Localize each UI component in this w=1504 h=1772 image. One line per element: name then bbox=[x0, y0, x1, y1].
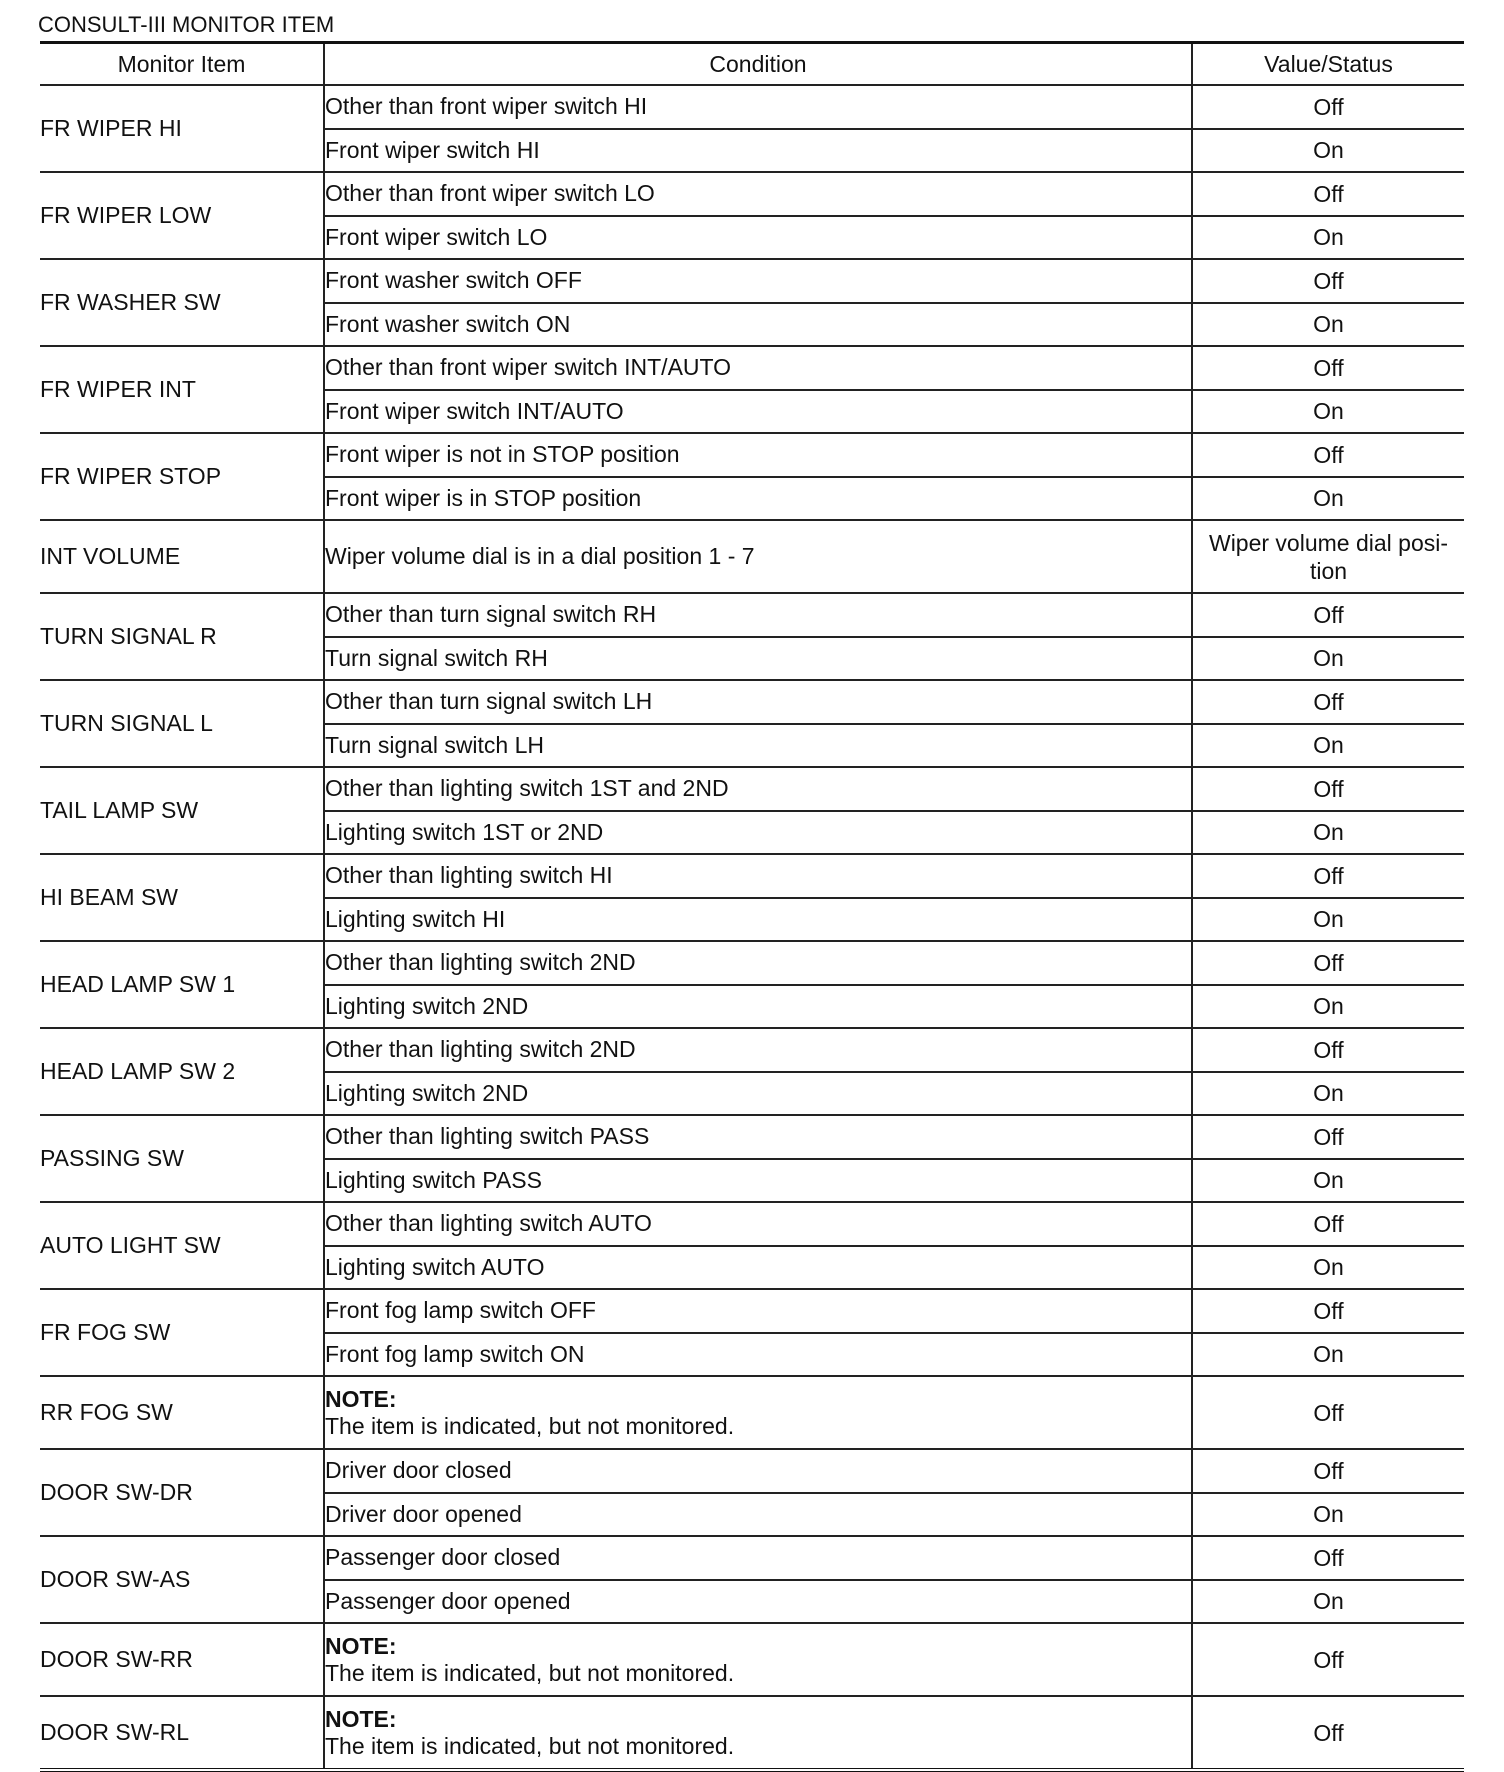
header-value-status: Value/Status bbox=[1192, 43, 1464, 86]
value-status-cell bbox=[1192, 593, 1464, 637]
value-status-text: On bbox=[1313, 224, 1344, 251]
value-status-cell bbox=[1192, 637, 1464, 681]
value-status-text: On bbox=[1313, 906, 1344, 933]
value-status-text: Off bbox=[1313, 180, 1344, 207]
monitor-item-cell: FR WIPER LOW bbox=[40, 172, 324, 259]
value-status-cell bbox=[1192, 1072, 1464, 1116]
value-status-text: On bbox=[1313, 1501, 1344, 1528]
condition-cell: Other than front wiper switch HI bbox=[324, 85, 1192, 129]
monitor-item-cell: RR FOG SW bbox=[40, 1376, 324, 1449]
value-status-text: Off bbox=[1313, 441, 1344, 468]
value-status-cell bbox=[1192, 724, 1464, 768]
monitor-item-cell: PASSING SW bbox=[40, 1115, 324, 1202]
table-row bbox=[40, 346, 1464, 390]
condition-cell: Front washer switch ON bbox=[324, 303, 1192, 347]
monitor-item-cell: INT VOLUME bbox=[40, 520, 324, 593]
value-status-cell bbox=[1192, 1246, 1464, 1290]
table-row bbox=[40, 1376, 1464, 1449]
value-status-cell bbox=[1192, 477, 1464, 521]
header-condition: Condition bbox=[324, 43, 1192, 86]
value-status-cell bbox=[1192, 1202, 1464, 1246]
monitor-item-cell: DOOR SW-RR bbox=[40, 1623, 324, 1696]
value-status-text: Off bbox=[1313, 1399, 1344, 1426]
condition-cell: Other than lighting switch 2ND bbox=[324, 1028, 1192, 1072]
table-row bbox=[40, 1696, 1464, 1770]
value-status-text: On bbox=[1313, 1167, 1344, 1194]
note-label: NOTE: bbox=[325, 1385, 397, 1412]
value-status-cell bbox=[1192, 1580, 1464, 1624]
value-status-cell bbox=[1192, 1289, 1464, 1333]
note-text: The item is indicated, but not monitored. bbox=[325, 1659, 735, 1686]
condition-cell: Lighting switch PASS bbox=[324, 1159, 1192, 1203]
condition-cell: Front wiper switch HI bbox=[324, 129, 1192, 173]
value-status-cell bbox=[1192, 433, 1464, 477]
value-status-cell bbox=[1192, 811, 1464, 855]
condition-cell: Other than front wiper switch LO bbox=[324, 172, 1192, 216]
value-status-cell bbox=[1192, 346, 1464, 390]
value-status-cell bbox=[1192, 941, 1464, 985]
condition-cell: Other than front wiper switch INT/AUTO bbox=[324, 346, 1192, 390]
condition-cell: Front fog lamp switch ON bbox=[324, 1333, 1192, 1377]
value-status-text: Off bbox=[1313, 1036, 1344, 1063]
value-status-cell bbox=[1192, 259, 1464, 303]
note-text: The item is indicated, but not monitored. bbox=[325, 1732, 735, 1759]
value-status-text: On bbox=[1313, 819, 1344, 846]
value-status-text: Off bbox=[1313, 688, 1344, 715]
monitor-item-cell: AUTO LIGHT SW bbox=[40, 1202, 324, 1289]
condition-cell: Front wiper is not in STOP position bbox=[324, 433, 1192, 477]
value-status-cell bbox=[1192, 390, 1464, 434]
table-row bbox=[40, 1623, 1464, 1696]
condition-cell bbox=[324, 1623, 1192, 1696]
condition-cell: Passenger door closed bbox=[324, 1536, 1192, 1580]
value-status-cell bbox=[1192, 680, 1464, 724]
condition-cell: Front wiper switch LO bbox=[324, 216, 1192, 260]
value-status-text: Off bbox=[1313, 1210, 1344, 1237]
monitor-item-table bbox=[40, 41, 1464, 1772]
table-row bbox=[40, 593, 1464, 637]
condition-cell: Lighting switch 2ND bbox=[324, 1072, 1192, 1116]
value-status-text: Off bbox=[1313, 949, 1344, 976]
table-caption: CONSULT-III MONITOR ITEM bbox=[38, 12, 335, 37]
condition-cell: Passenger door opened bbox=[324, 1580, 1192, 1624]
value-status-cell bbox=[1192, 216, 1464, 260]
table-body bbox=[40, 85, 1464, 1770]
table-row bbox=[40, 767, 1464, 811]
condition-cell: Front washer switch OFF bbox=[324, 259, 1192, 303]
condition-cell: Other than lighting switch 1ST and 2ND bbox=[324, 767, 1192, 811]
value-status-text: On bbox=[1313, 398, 1344, 425]
condition-cell: Driver door opened bbox=[324, 1493, 1192, 1537]
value-status-text: Off bbox=[1313, 1123, 1344, 1150]
table-row bbox=[40, 433, 1464, 477]
value-status-text: Off bbox=[1313, 1544, 1344, 1571]
condition-cell: Lighting switch 2ND bbox=[324, 985, 1192, 1029]
table-row bbox=[40, 85, 1464, 129]
value-status-cell bbox=[1192, 1376, 1464, 1449]
value-status-text: Off bbox=[1313, 1646, 1344, 1673]
condition-cell: Other than turn signal switch RH bbox=[324, 593, 1192, 637]
table-row bbox=[40, 1449, 1464, 1493]
monitor-item-cell: DOOR SW-AS bbox=[40, 1536, 324, 1623]
condition-cell: Other than lighting switch 2ND bbox=[324, 941, 1192, 985]
monitor-item-cell: DOOR SW-RL bbox=[40, 1696, 324, 1770]
monitor-item-cell: TAIL LAMP SW bbox=[40, 767, 324, 854]
value-status-cell bbox=[1192, 985, 1464, 1029]
value-status-text: Off bbox=[1313, 601, 1344, 628]
monitor-item-cell: TURN SIGNAL R bbox=[40, 593, 324, 680]
condition-cell: Turn signal switch RH bbox=[324, 637, 1192, 681]
value-status-cell bbox=[1192, 854, 1464, 898]
table-header-row bbox=[40, 43, 1464, 86]
value-status-cell bbox=[1192, 1115, 1464, 1159]
value-status-text: On bbox=[1313, 311, 1344, 338]
value-status-cell bbox=[1192, 85, 1464, 129]
monitor-item-cell: FR FOG SW bbox=[40, 1289, 324, 1376]
condition-cell: Other than lighting switch HI bbox=[324, 854, 1192, 898]
value-status-cell bbox=[1192, 1493, 1464, 1537]
table-row bbox=[40, 259, 1464, 303]
table-row bbox=[40, 172, 1464, 216]
monitor-item-cell: HEAD LAMP SW 1 bbox=[40, 941, 324, 1028]
value-status-cell bbox=[1192, 303, 1464, 347]
condition-cell: Other than lighting switch PASS bbox=[324, 1115, 1192, 1159]
condition-cell: Front wiper is in STOP position bbox=[324, 477, 1192, 521]
value-status-text: Off bbox=[1313, 93, 1344, 120]
table-row bbox=[40, 680, 1464, 724]
value-status-cell bbox=[1192, 1449, 1464, 1493]
value-status-text: On bbox=[1313, 137, 1344, 164]
monitor-item-cell: HEAD LAMP SW 2 bbox=[40, 1028, 324, 1115]
value-status-text: Off bbox=[1313, 1297, 1344, 1324]
value-status-cell bbox=[1192, 898, 1464, 942]
condition-cell: Front wiper switch INT/AUTO bbox=[324, 390, 1192, 434]
monitor-item-cell: FR WIPER STOP bbox=[40, 433, 324, 520]
table-row bbox=[40, 854, 1464, 898]
table-row bbox=[40, 1028, 1464, 1072]
note-label: NOTE: bbox=[325, 1632, 397, 1659]
value-status-text: On bbox=[1313, 1341, 1344, 1368]
value-status-text: On bbox=[1313, 993, 1344, 1020]
condition-cell: Wiper volume dial is in a dial position 1 - 7 bbox=[324, 520, 1192, 593]
condition-cell: Lighting switch HI bbox=[324, 898, 1192, 942]
value-status-cell bbox=[1192, 767, 1464, 811]
condition-cell: Turn signal switch LH bbox=[324, 724, 1192, 768]
value-status-text: On bbox=[1313, 485, 1344, 512]
monitor-item-cell: DOOR SW-DR bbox=[40, 1449, 324, 1536]
monitor-item-cell: FR WASHER SW bbox=[40, 259, 324, 346]
table-row bbox=[40, 1202, 1464, 1246]
value-status-text: Wiper volume dial posi- tion bbox=[1208, 529, 1449, 584]
condition-cell: Front fog lamp switch OFF bbox=[324, 1289, 1192, 1333]
monitor-item-cell: FR WIPER INT bbox=[40, 346, 324, 433]
value-status-cell bbox=[1192, 1028, 1464, 1072]
value-status-text: On bbox=[1313, 1080, 1344, 1107]
value-status-text: Off bbox=[1313, 775, 1344, 802]
value-status-cell bbox=[1192, 1623, 1464, 1696]
value-status-text: On bbox=[1313, 1588, 1344, 1615]
value-status-cell bbox=[1192, 1333, 1464, 1377]
condition-cell: Driver door closed bbox=[324, 1449, 1192, 1493]
monitor-item-cell: FR WIPER HI bbox=[40, 85, 324, 172]
value-status-cell bbox=[1192, 1696, 1464, 1770]
value-status-text: Off bbox=[1313, 267, 1344, 294]
value-status-text: On bbox=[1313, 732, 1344, 759]
note-text: The item is indicated, but not monitored. bbox=[325, 1412, 735, 1439]
note-label: NOTE: bbox=[325, 1705, 397, 1732]
value-status-text: Off bbox=[1313, 1457, 1344, 1484]
value-status-text: Off bbox=[1313, 1719, 1344, 1746]
value-status-cell bbox=[1192, 1536, 1464, 1580]
condition-cell: Lighting switch 1ST or 2ND bbox=[324, 811, 1192, 855]
condition-cell: Other than lighting switch AUTO bbox=[324, 1202, 1192, 1246]
value-status-text: On bbox=[1313, 1254, 1344, 1281]
table-row bbox=[40, 1115, 1464, 1159]
value-status-cell bbox=[1192, 520, 1464, 593]
monitor-item-cell: HI BEAM SW bbox=[40, 854, 324, 941]
table-row bbox=[40, 941, 1464, 985]
condition-cell bbox=[324, 1376, 1192, 1449]
value-status-cell bbox=[1192, 172, 1464, 216]
value-status-cell bbox=[1192, 1159, 1464, 1203]
condition-cell bbox=[324, 1696, 1192, 1770]
condition-cell: Lighting switch AUTO bbox=[324, 1246, 1192, 1290]
value-status-text: On bbox=[1313, 645, 1344, 672]
condition-cell: Other than turn signal switch LH bbox=[324, 680, 1192, 724]
table-row bbox=[40, 1536, 1464, 1580]
monitor-item-cell: TURN SIGNAL L bbox=[40, 680, 324, 767]
value-status-text: Off bbox=[1313, 354, 1344, 381]
header-monitor-item: Monitor Item bbox=[40, 43, 324, 86]
table-row bbox=[40, 1289, 1464, 1333]
value-status-cell bbox=[1192, 129, 1464, 173]
table-row bbox=[40, 520, 1464, 593]
value-status-text: Off bbox=[1313, 862, 1344, 889]
